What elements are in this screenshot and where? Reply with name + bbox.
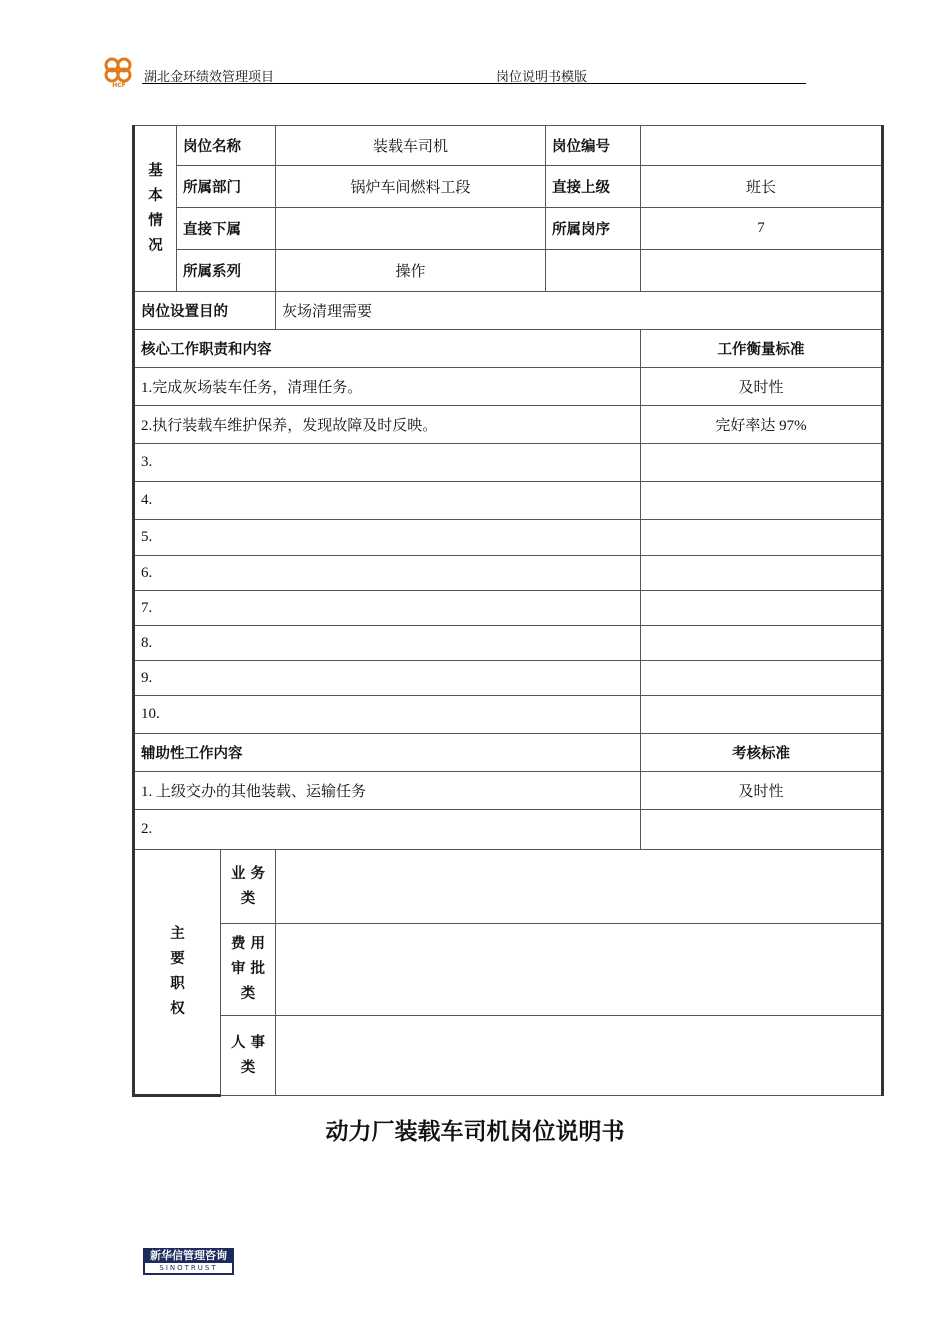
core-duty-item: 5. bbox=[134, 520, 641, 556]
auxiliary-item: 1. 上级交办的其他装载、运输任务 bbox=[134, 772, 641, 810]
header-doc-type: 岗位说明书模版 bbox=[496, 69, 588, 84]
core-duty-standard: 完好率达 97% bbox=[641, 406, 883, 444]
sinotrust-logo-cn: 新华信管理咨询 bbox=[150, 1249, 227, 1262]
auxiliary-item: 2. bbox=[134, 810, 641, 850]
post-name-value: 装载车司机 bbox=[276, 126, 546, 166]
superior-label: 直接上级 bbox=[546, 166, 641, 208]
hcf-logo-icon bbox=[100, 56, 138, 88]
core-duty-item: 7. bbox=[134, 591, 641, 626]
auxiliary-header: 辅助性工作内容 bbox=[134, 734, 641, 772]
core-duty-standard bbox=[641, 591, 883, 626]
sinotrust-logo bbox=[143, 1248, 234, 1275]
subordinate-label: 直接下属 bbox=[177, 208, 276, 250]
subordinate-value bbox=[276, 208, 546, 250]
core-duty-standard bbox=[641, 661, 883, 696]
authority-business-content bbox=[276, 850, 883, 924]
core-duty-standard bbox=[641, 482, 883, 520]
auxiliary-standard-header: 考核标准 bbox=[641, 734, 883, 772]
core-duty-item: 9. bbox=[134, 661, 641, 696]
authority-category-expense: 费 用 审 批 类 bbox=[221, 924, 276, 1016]
job-description-table bbox=[132, 125, 884, 1097]
core-duty-standard bbox=[641, 696, 883, 734]
series-empty-cell bbox=[546, 250, 641, 292]
sequence-label: 所属岗序 bbox=[546, 208, 641, 250]
core-duty-item: 2.执行装载车维护保养，发现故障及时反映。 bbox=[134, 406, 641, 444]
department-value: 锅炉车间燃料工段 bbox=[276, 166, 546, 208]
purpose-label: 岗位设置目的 bbox=[134, 292, 276, 330]
authority-personnel-content bbox=[276, 1016, 883, 1096]
authority-expense-content bbox=[276, 924, 883, 1016]
core-duty-standard: 及时性 bbox=[641, 368, 883, 406]
core-duty-item: 8. bbox=[134, 626, 641, 661]
sinotrust-logo-en: SINOTRUST bbox=[145, 1263, 232, 1273]
core-duty-item: 4. bbox=[134, 482, 641, 520]
core-duty-standard bbox=[641, 520, 883, 556]
department-label: 所属部门 bbox=[177, 166, 276, 208]
authority-category-business: 业 务 类 bbox=[221, 850, 276, 924]
series-label: 所属系列 bbox=[177, 250, 276, 292]
svg-text:HCF: HCF bbox=[112, 82, 126, 88]
purpose-value: 灰场清理需要 bbox=[276, 292, 883, 330]
post-code-value bbox=[641, 126, 883, 166]
core-duty-standard bbox=[641, 556, 883, 591]
series-value: 操作 bbox=[276, 250, 546, 292]
core-duty-standard bbox=[641, 444, 883, 482]
header-rule bbox=[142, 83, 806, 84]
sequence-value: 7 bbox=[641, 208, 883, 250]
authority-section-label: 主 要 职 权 bbox=[134, 850, 221, 1096]
core-duty-item: 1.完成灰场装车任务，清理任务。 bbox=[134, 368, 641, 406]
core-duty-item: 3. bbox=[134, 444, 641, 482]
header-project-name: 湖北金环绩效管理项目 bbox=[144, 69, 275, 84]
core-duty-item: 10. bbox=[134, 696, 641, 734]
document-title: 动力厂装载车司机岗位说明书 bbox=[325, 1119, 625, 1145]
basic-section-label: 基 本 情 况 bbox=[134, 126, 177, 292]
core-standard-header: 工作衡量标准 bbox=[641, 330, 883, 368]
superior-value: 班长 bbox=[641, 166, 883, 208]
authority-category-personnel: 人 事 类 bbox=[221, 1016, 276, 1096]
core-duties-header: 核心工作职责和内容 bbox=[134, 330, 641, 368]
auxiliary-standard: 及时性 bbox=[641, 772, 883, 810]
post-name-label: 岗位名称 bbox=[177, 126, 276, 166]
auxiliary-standard bbox=[641, 810, 883, 850]
post-code-label: 岗位编号 bbox=[546, 126, 641, 166]
core-duty-standard bbox=[641, 626, 883, 661]
core-duty-item: 6. bbox=[134, 556, 641, 591]
series-empty-cell-2 bbox=[641, 250, 883, 292]
